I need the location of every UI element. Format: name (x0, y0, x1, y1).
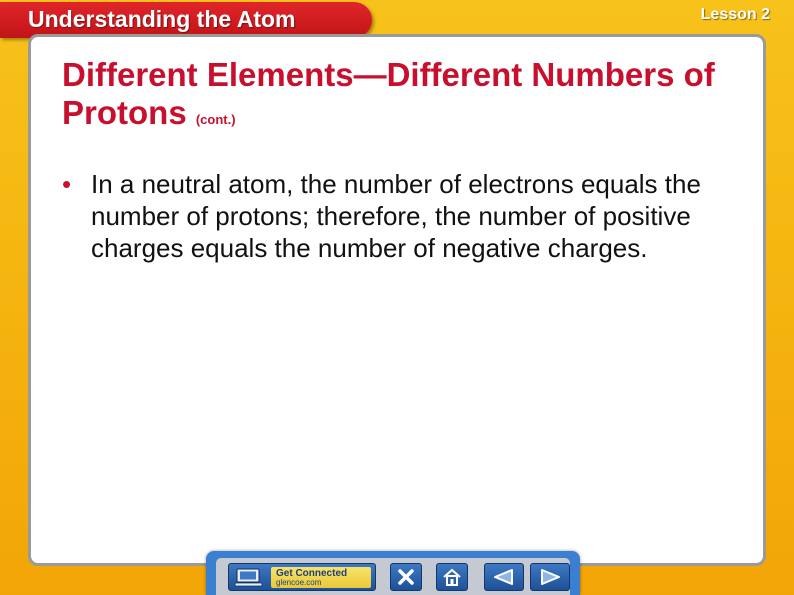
get-connected-label: Get Connected (276, 568, 348, 579)
computer-icon (234, 568, 264, 593)
next-icon (536, 568, 564, 586)
bullet-item (62, 168, 752, 264)
site-label: glencoe.com (276, 578, 322, 587)
heading-note: (cont.) (195, 112, 236, 127)
next-button[interactable] (530, 563, 570, 591)
close-button[interactable] (390, 563, 422, 591)
header-tab (0, 2, 372, 38)
get-connected-text (271, 567, 371, 588)
close-icon (396, 568, 416, 586)
bullet-text: In a neutral atom, the number of electrons equals the number of protons; therefore, the number of positive charges equals the number of negative charges. (91, 169, 701, 263)
home-icon (442, 568, 462, 586)
previous-icon (490, 568, 518, 586)
get-connected-button[interactable] (228, 563, 376, 591)
slide-heading-text: Different Elements—Different Numbers of Protons (62, 56, 715, 131)
header-title: Understanding the Atom (28, 6, 296, 32)
bullet-dot: • (62, 169, 72, 199)
nav-inner (216, 558, 570, 595)
nav-bar (206, 551, 580, 595)
slide-heading (62, 56, 762, 132)
lesson-label: Lesson 2 (700, 6, 770, 23)
previous-button[interactable] (484, 563, 524, 591)
home-button[interactable] (436, 563, 468, 591)
